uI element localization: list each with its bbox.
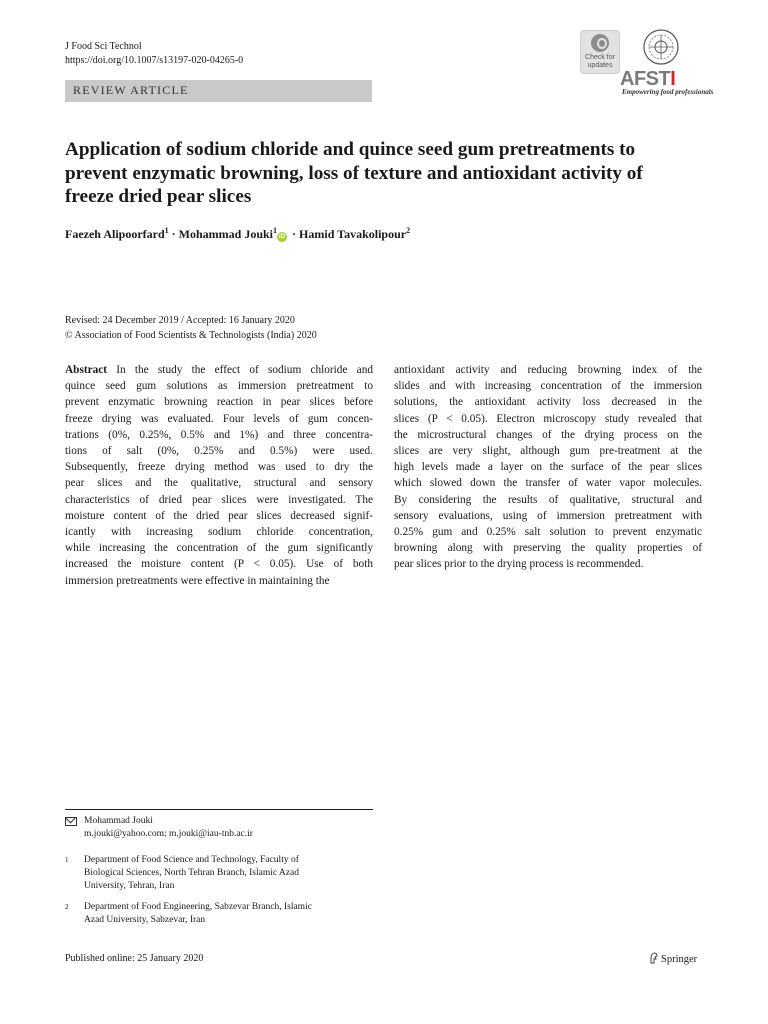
affiliation-line: University, Tehran, Iran [84,881,175,891]
check-updates-icon [591,34,609,52]
afsti-logo [618,28,714,98]
abstract-line: while increasing the concentration of the gum significantly [65,542,373,555]
check-updates-label: Check for updates [585,54,615,69]
affiliation-line: Biological Sciences, North Tehran Branch, Islamic Azad [84,868,299,878]
abstract-line: high levels made a layer on the surface of the pear slices [394,461,702,474]
affiliation-number: 2 [65,903,69,911]
abstract-line: freeze drying was evaluated. Four levels of gum concen- [65,412,373,425]
affiliation-text [84,901,374,927]
abstract-line: 0.25% gum and 0.25% salt solution to prevent enzymatic [394,526,702,539]
check-for-updates-button[interactable] [580,30,620,74]
abstract-line: Abstract In the study the effect of sodium chloride and [65,364,373,376]
abstract-line: slides and with increasing concentration of the immersion [394,380,702,393]
abstract-line: By considering the results of qualitative, structural and [394,493,702,506]
author-name[interactable]: Mohammad Jouki [178,227,274,241]
revision-dates: Revised: 24 December 2019 / Accepted: 16 January 2020 [65,315,295,326]
corresponding-name: Mohammad Jouki [84,816,153,826]
author-affiliation-mark: 1 [273,226,278,235]
abstract-line: icantly with increasing sodium chloride concentration, [65,526,373,539]
abstract-line: browning along with preserving the quality properties of [394,542,702,555]
affiliation-text [84,854,374,893]
abstract-line: antioxidant activity and reducing browning index of the [394,364,702,376]
abstract-line: tions of salt (0%, 0.25% and 0.5%) were used. [65,445,373,458]
corresponding-author [65,815,373,841]
article-dates [65,313,317,343]
author-affiliation-mark: 2 [406,226,411,235]
affiliation-line: Azad University, Sabzevar, Iran [84,915,206,925]
article-type-label: REVIEW ARTICLE [73,83,189,97]
article-title: Application of sodium chloride and quince seed gum pretreatments to prevent enzymatic browning, loss of texture and antioxidant activity of freeze dried pear slices [65,139,643,207]
affiliation-number: 1 [65,856,69,864]
springer-logo [649,952,697,965]
journal-name: J Food Sci Technol [65,41,142,52]
abstract-line: quince seed gum solutions as immersion pretreatment to [65,380,373,393]
abstract-line: sensory evaluations, using of immersion pretreatment with [394,509,702,522]
affiliation-line: Department of Food Engineering, Sabzevar Branch, Islamic [84,902,312,912]
abstract-line: increased the moisture content (P < 0.05). Use of both [65,558,373,571]
abstract-line: the microstructural changes of the drying process on the [394,428,702,441]
afsti-emblem-icon [642,28,680,66]
author-name[interactable]: Faezeh Alipoorfard [65,227,165,241]
abstract-line: prevent enzymatic browning reaction in pear slices before [65,396,373,409]
abstract-line: solutions, the antioxidant activity loss decreased in the [394,396,702,409]
article-type-bar [65,80,372,102]
afsti-tagline: Empowering food professionals [622,88,714,96]
abstract-line: Subsequently, freeze drying method was used to dry the [65,461,373,474]
abstract-left-column [65,362,373,589]
abstract-line: trations (0%, 0.25%, 0.5% and 1%) and three concentra- [65,428,373,441]
author-list: Faezeh Alipoorfard$^1$ · Mohammad Jouki$^1$iD · Hamid Tavakolipour$^2$ [65,226,411,241]
envelope-icon [65,817,77,826]
orcid-icon[interactable]: iD [279,234,286,240]
affiliation-1 [65,854,373,894]
affiliation-2 [65,901,373,929]
abstract-line: slices are very slight, although gum pre-treatment at the [394,445,702,458]
abstract-line: moisture content of the dried pear slices decreased signif- [65,509,373,522]
abstract-label: Abstract [65,364,108,376]
journal-header [65,40,243,68]
abstract-line: which slowed down the transfer of water vapor molecules. [394,477,702,490]
publisher-name: Springer [661,954,698,965]
abstract-right-column [394,362,702,573]
afsti-wordmark: AFSTI [620,68,676,90]
abstract-line: pear slices prior to the drying process is recommended. [394,558,644,571]
abstract-line: pear slices and the qualitative, structural and sensory [65,477,373,490]
abstract-line: immersion pretreatments were effective in maintaining the [65,574,330,587]
footnote-divider [65,809,373,810]
copyright-line: © Association of Food Scientists & Technologists (India) 2020 [65,330,317,341]
affiliation-line: Department of Food Science and Technology, Faculty of [84,855,299,865]
published-online: Published online: 25 January 2020 [65,953,204,964]
springer-horse-icon [649,952,659,964]
doi-link[interactable]: https://doi.org/10.1007/s13197-020-04265-0 [65,55,244,66]
corresponding-email[interactable]: m.jouki@yahoo.com; m.jouki@iau-tnb.ac.ir [84,829,253,839]
abstract-line: characteristics of dried pear slices were investigated. The [65,493,373,506]
abstract-line: slices (P < 0.05). Electron microscopy study revealed that [394,412,702,425]
author-name[interactable]: Hamid Tavakolipour [299,227,407,241]
author-affiliation-mark: 1 [164,226,169,235]
